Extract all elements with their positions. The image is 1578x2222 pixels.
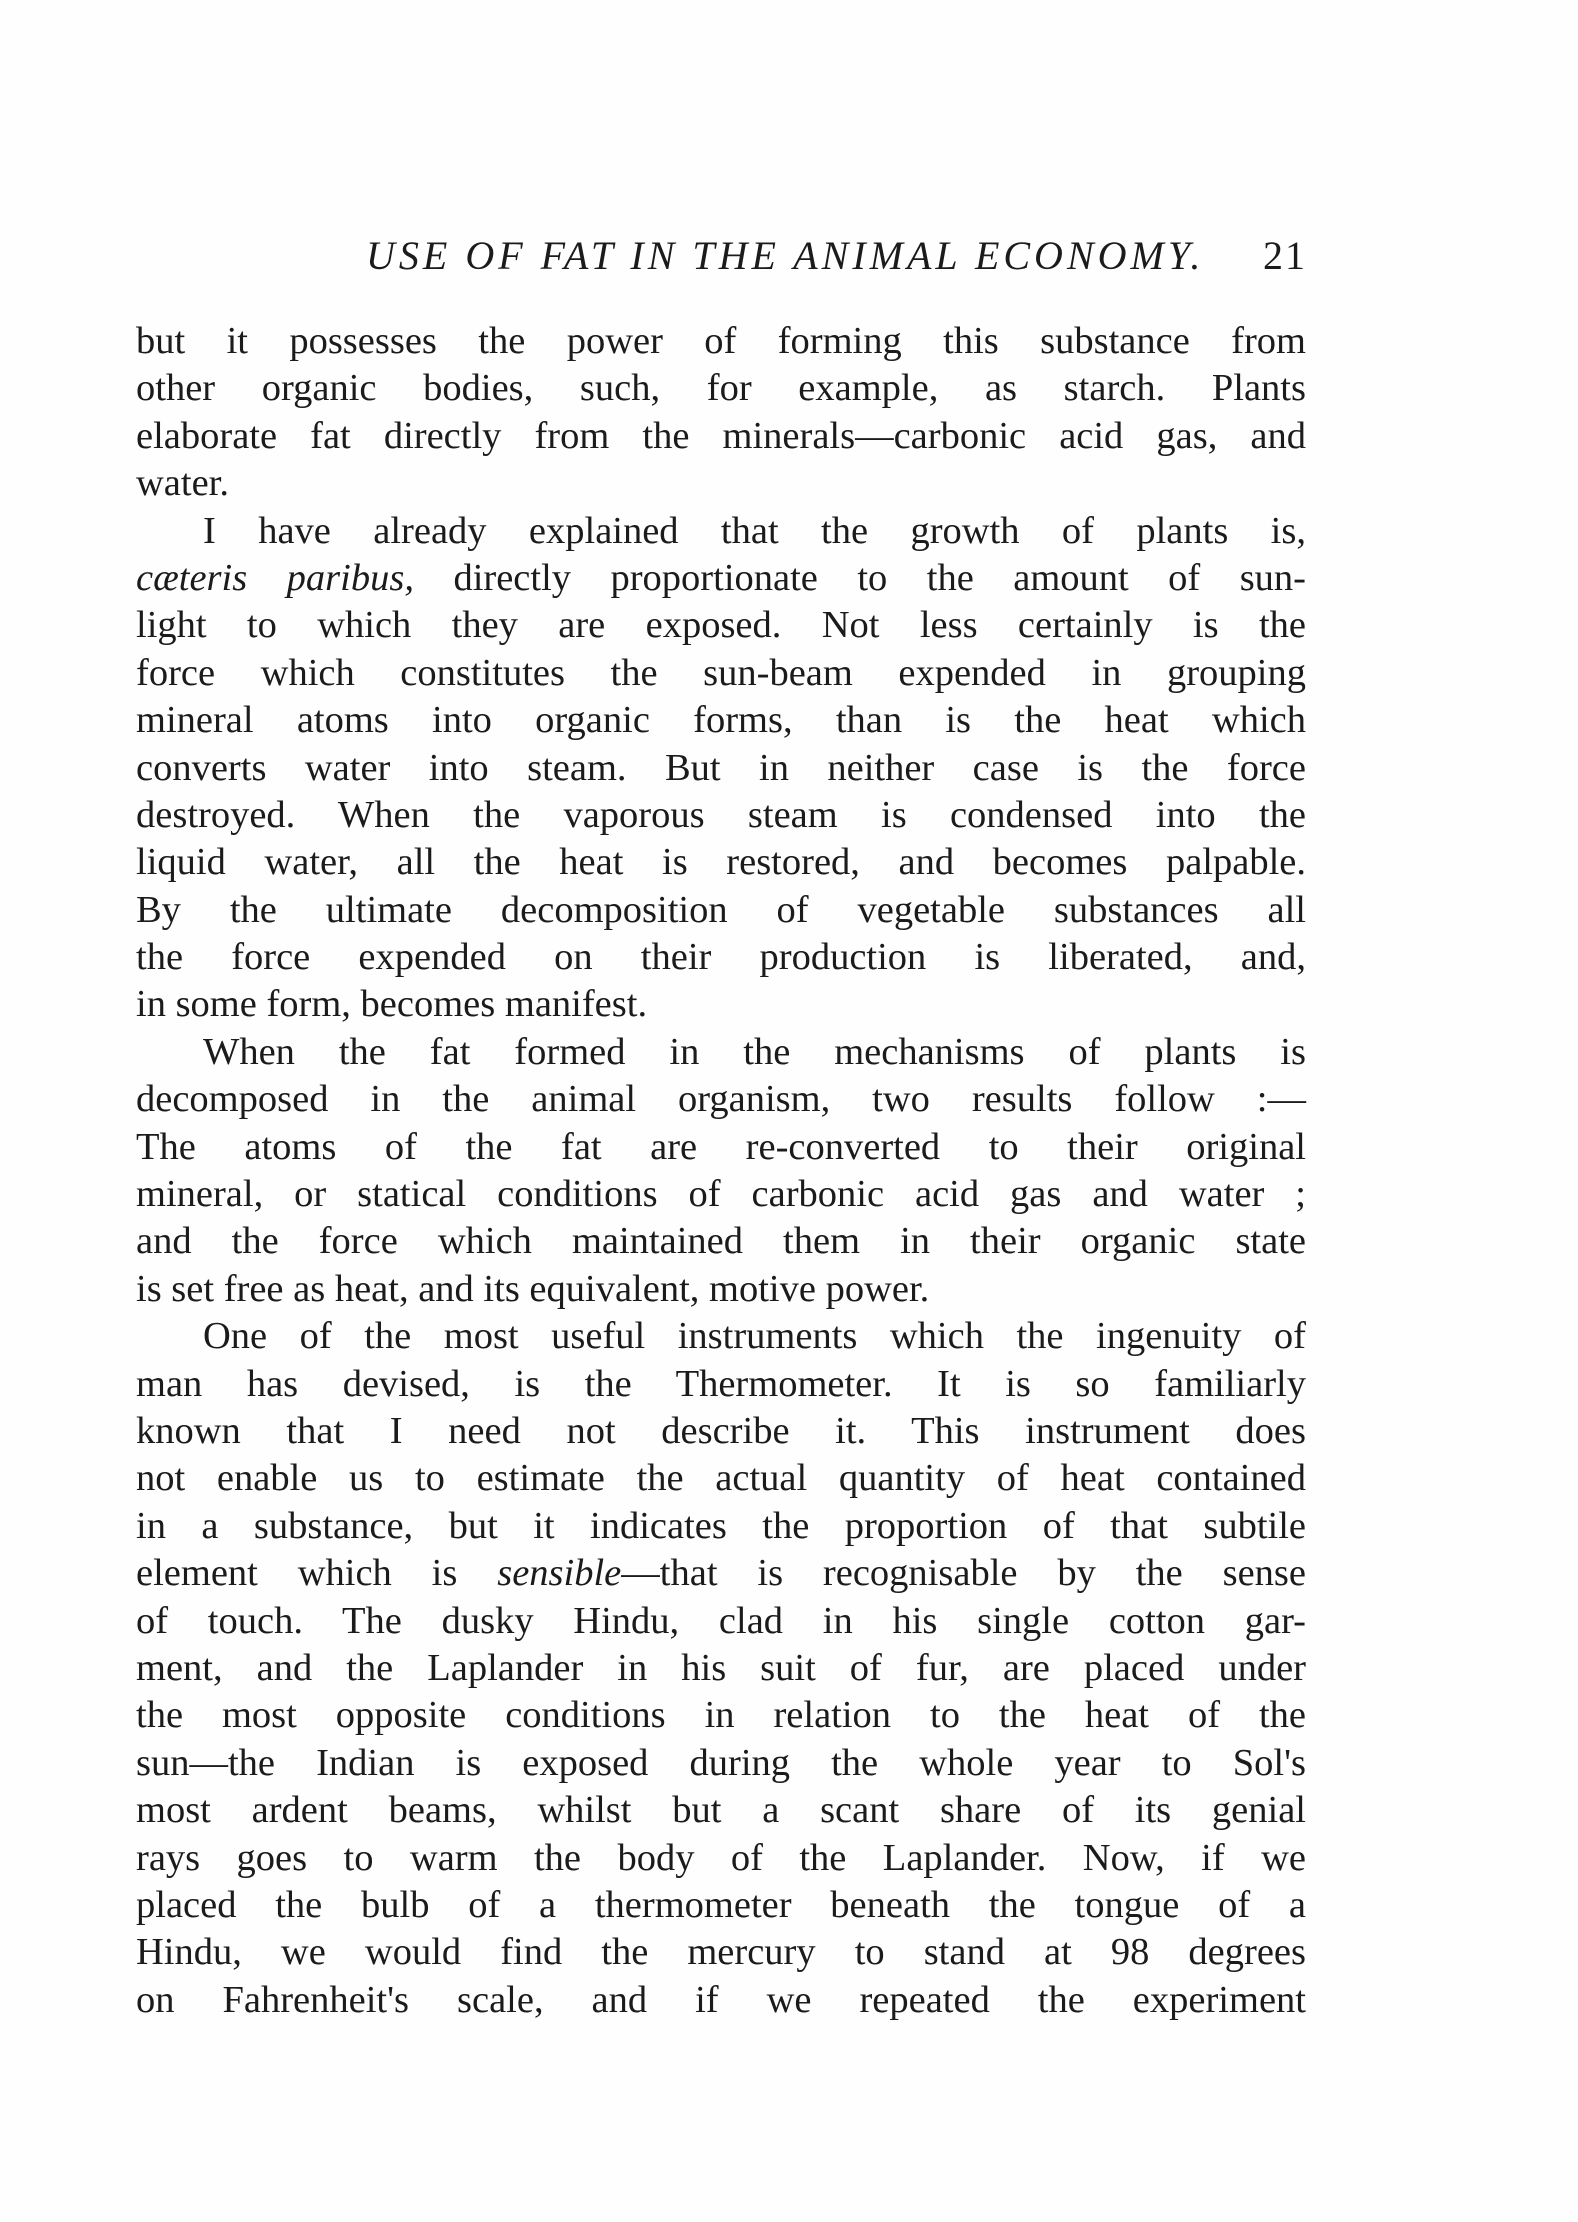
text-line: Hindu, we would find the mercury to stand at 98 degrees xyxy=(136,1931,1306,1974)
text-line: ment, and the Laplander in his suit of fur, are placed under xyxy=(136,1646,1306,1689)
text-line: the force expended on their production is liberated, and, xyxy=(136,936,1306,979)
text-fragment: —that is recognisable by the sense xyxy=(621,1552,1307,1595)
text-line: force which constitutes the sun-beam expended in grouping xyxy=(136,651,1306,694)
paragraph-start-line: One of the most useful instruments which the ingenuity of xyxy=(203,1315,1306,1358)
paragraph-start-line: When the fat formed in the mechanisms of plants is xyxy=(203,1030,1306,1073)
text-line: in some form, becomes manifest. xyxy=(136,983,648,1026)
text-line: not enable us to estimate the actual quantity of heat contained xyxy=(136,1457,1306,1500)
text-line: water. xyxy=(136,462,229,505)
text-line: converts water into steam. But in neither case is the force xyxy=(136,746,1306,789)
text-line: but it possesses the power of forming this substance from xyxy=(136,320,1306,362)
text-line: elaborate fat directly from the minerals—carbonic acid gas, and xyxy=(136,414,1306,457)
text-line: rays goes to warm the body of the Laplander. Now, if we xyxy=(136,1836,1306,1879)
text-line: The atoms of the fat are re-converted to their original xyxy=(136,1125,1306,1168)
text-line: of touch. The dusky Hindu, clad in his single cotton gar- xyxy=(136,1599,1306,1642)
text-line: placed the bulb of a thermometer beneath the tongue of a xyxy=(136,1883,1306,1926)
text-line: liquid water, all the heat is restored, and becomes palpable. xyxy=(136,841,1306,884)
text-line: and the force which maintained them in their organic state xyxy=(136,1220,1306,1263)
text-fragment: element which is xyxy=(136,1552,458,1595)
text-line: sun—the Indian is exposed during the whole year to Sol's xyxy=(136,1741,1306,1784)
running-head-title: USE OF FAT IN THE ANIMAL ECONOMY. xyxy=(366,233,1205,278)
text-line: other organic bodies, such, for example, as starch. Plants xyxy=(136,367,1306,410)
text-line: the most opposite conditions in relation to the heat of the xyxy=(136,1694,1306,1737)
running-head xyxy=(366,232,1306,279)
body-text xyxy=(136,318,1306,2024)
text-line xyxy=(136,1550,1306,1597)
italic-word: sensible xyxy=(497,1552,622,1595)
text-line: By the ultimate decomposition of vegetable substances all xyxy=(136,888,1306,931)
text-line: decomposed in the animal organism, two results follow :— xyxy=(136,1078,1306,1121)
text-line xyxy=(136,555,1306,602)
text-line: most ardent beams, whilst but a scant share of its genial xyxy=(136,1789,1306,1832)
text-line: light to which they are exposed. Not less certainly is the xyxy=(136,604,1306,647)
text-line: known that I need not describe it. This instrument does xyxy=(136,1409,1306,1452)
text-line: on Fahrenheit's scale, and if we repeated the experiment xyxy=(136,1978,1306,2021)
italic-phrase: cæteris paribus, xyxy=(136,556,414,599)
text-line: mineral, or statical conditions of carbonic acid gas and water ; xyxy=(136,1173,1306,1216)
page-number: 21 xyxy=(1263,233,1307,278)
paragraph-start-line: I have already explained that the growth of plants is, xyxy=(203,509,1306,552)
text-line: destroyed. When the vaporous steam is condensed into the xyxy=(136,793,1306,836)
text-line: mineral atoms into organic forms, than is the heat which xyxy=(136,699,1306,742)
text-line: in a substance, but it indicates the proportion of that subtile xyxy=(136,1504,1306,1547)
text-line: is set free as heat, and its equivalent, motive power. xyxy=(136,1267,930,1310)
text-fragment: directly proportionate to the amount of sun- xyxy=(453,556,1306,599)
text-line: man has devised, is the Thermometer. It is so familiarly xyxy=(136,1362,1306,1405)
